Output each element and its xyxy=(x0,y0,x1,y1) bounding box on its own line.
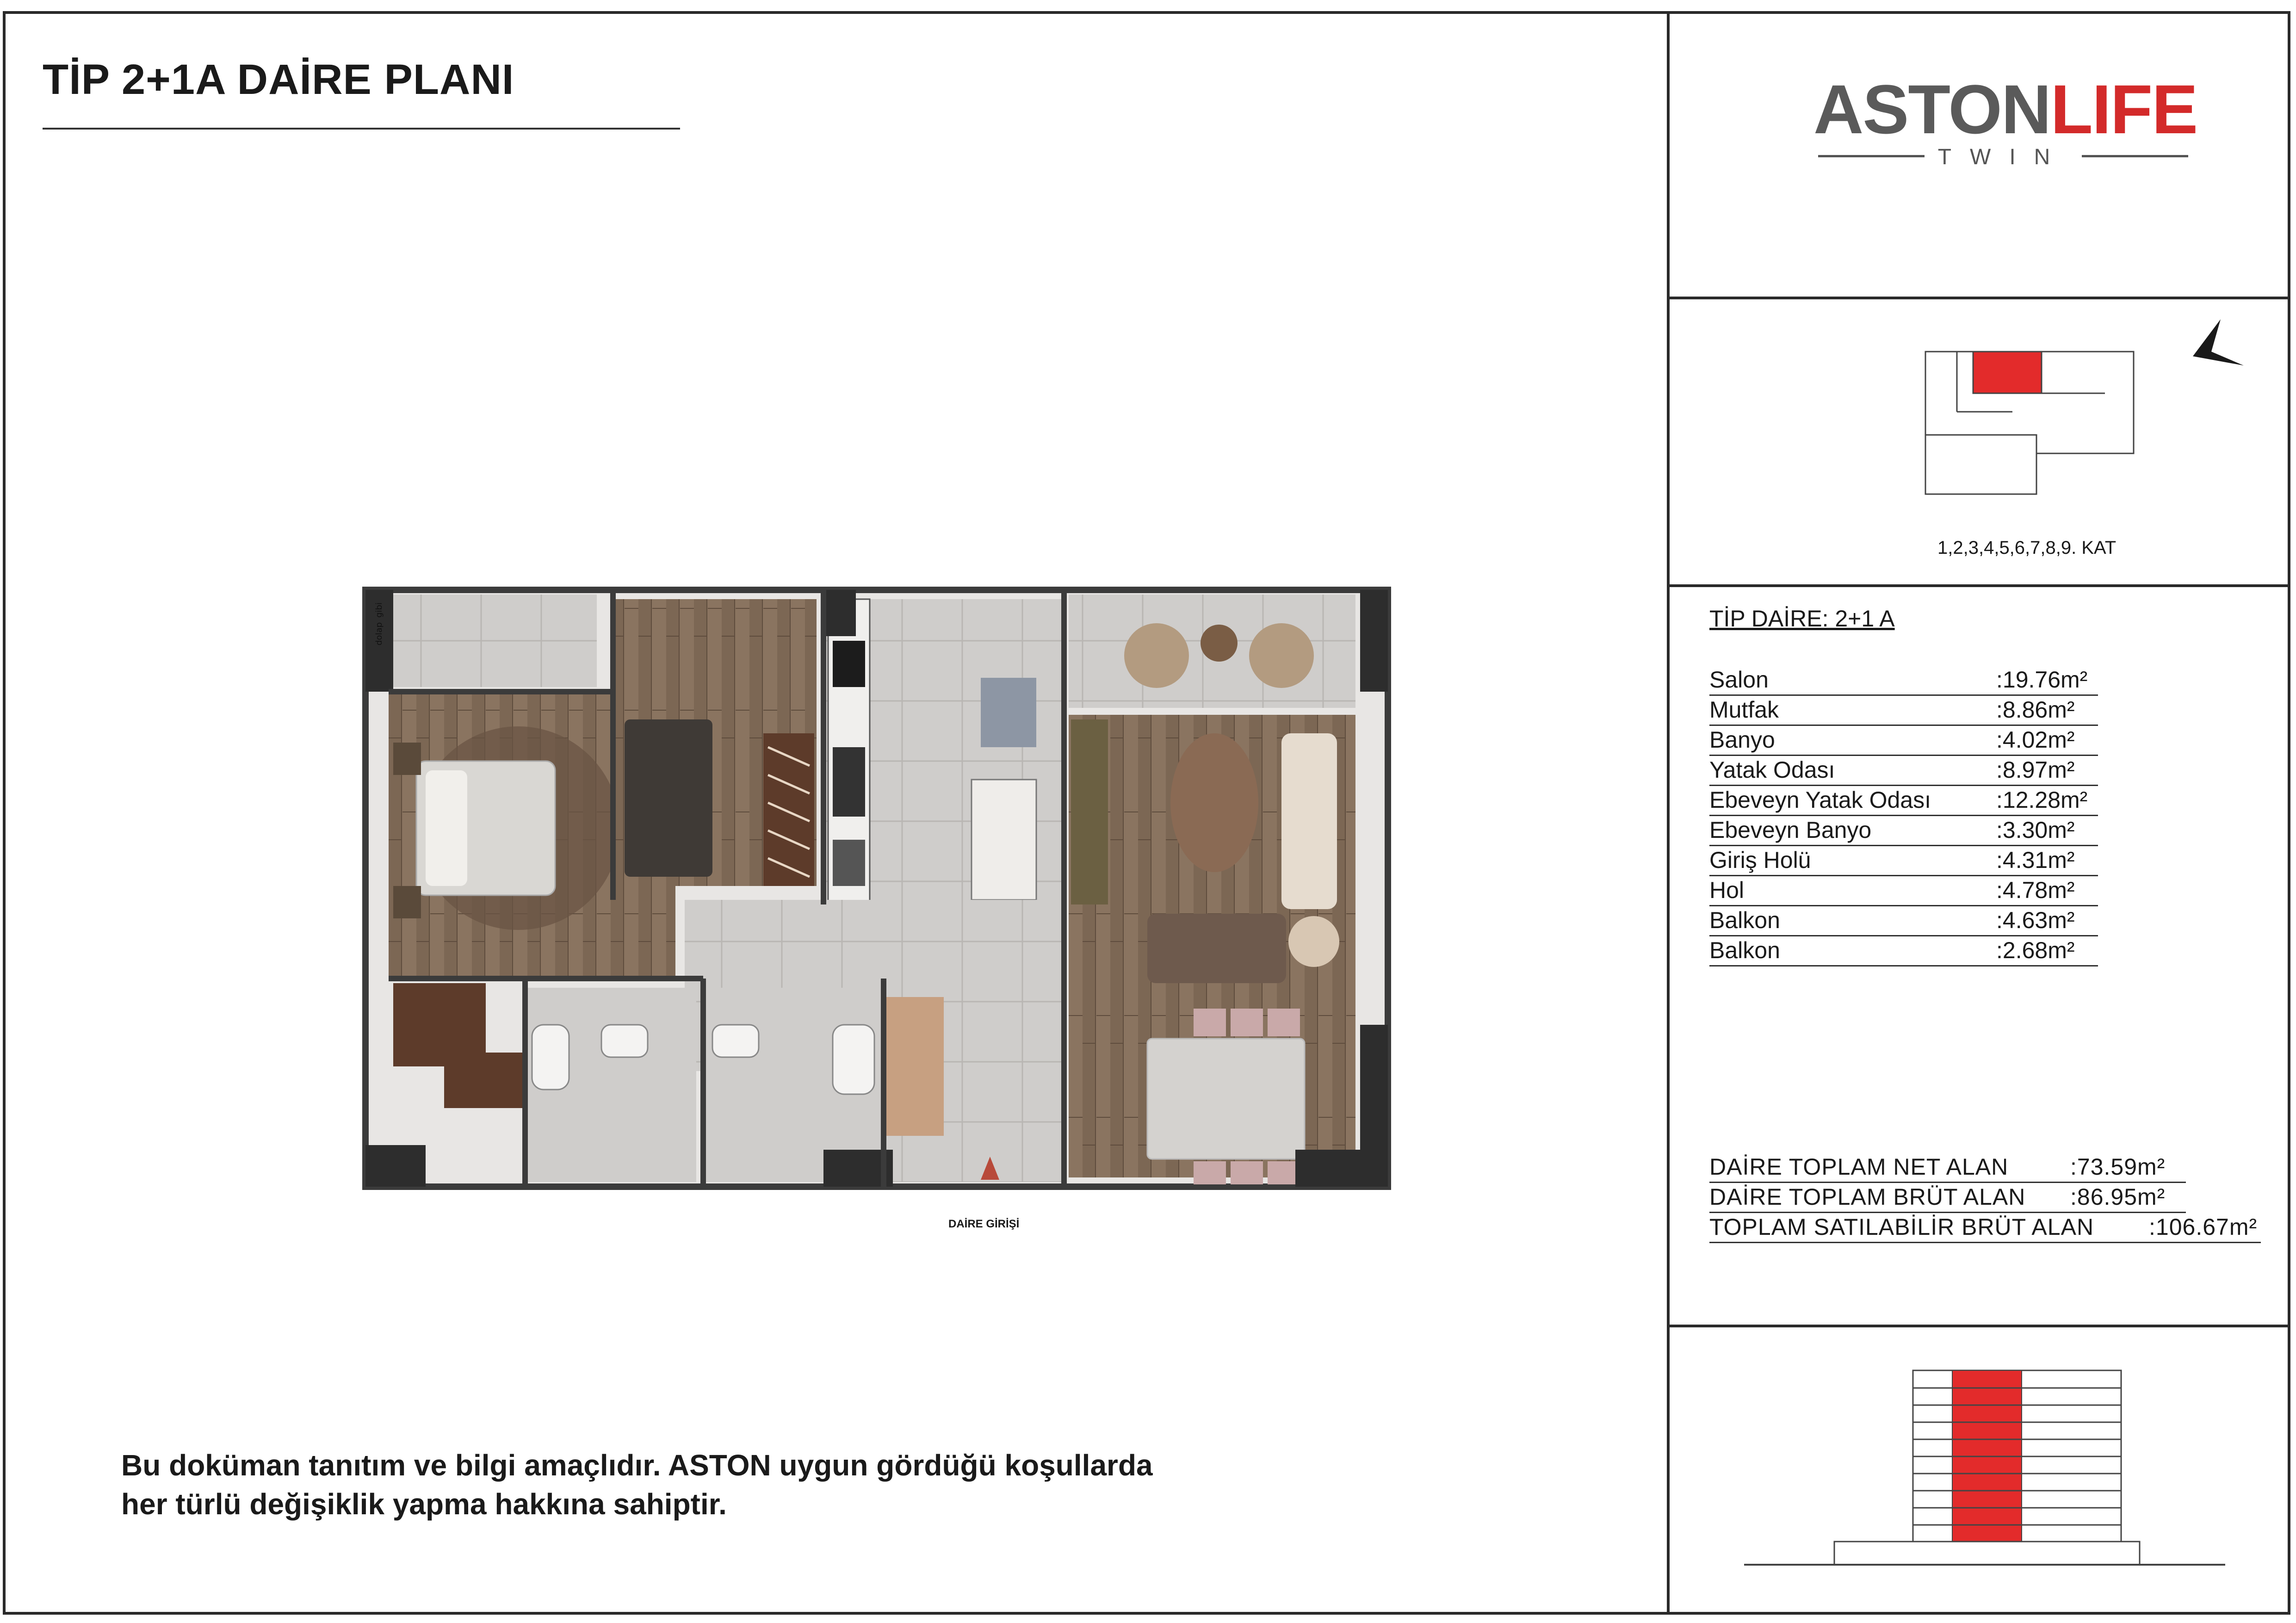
room-area: :4.63m² xyxy=(1996,907,2075,933)
room-row xyxy=(1709,785,2098,816)
key-plan xyxy=(1920,342,2151,500)
divider-keyplan xyxy=(1667,584,2290,587)
balcony-left xyxy=(393,595,597,687)
divider-logo xyxy=(1667,297,2290,299)
room-row xyxy=(1709,725,2098,756)
room-area: :8.86m² xyxy=(1996,697,2075,723)
brand-logo xyxy=(1813,69,2197,149)
room-row xyxy=(1709,815,2098,846)
label-dolap: dolap xyxy=(374,622,384,645)
coffee-table xyxy=(1170,733,1258,872)
building-elevation xyxy=(1735,1365,2244,1578)
sofa xyxy=(1281,733,1337,909)
room-area: :4.31m² xyxy=(1996,847,2075,873)
total-area: :106.67m² xyxy=(2149,1214,2258,1240)
kitchen-table xyxy=(981,678,1036,747)
room-area: :12.28m² xyxy=(1996,787,2088,813)
room-name: Mutfak xyxy=(1709,697,1779,723)
total-area: :86.95m² xyxy=(2070,1184,2166,1210)
key-plan-highlight xyxy=(1973,352,2042,393)
room-name: Balkon xyxy=(1709,937,1780,963)
room-name: Balkon xyxy=(1709,907,1780,933)
room-area: :19.76m² xyxy=(1996,667,2088,693)
room-row xyxy=(1709,845,2098,876)
room-row xyxy=(1709,935,2098,966)
room-name: Yatak Odası xyxy=(1709,757,1835,783)
room-row xyxy=(1709,875,2098,906)
total-row xyxy=(1709,1182,2186,1213)
room-area: :4.02m² xyxy=(1996,727,2075,753)
room-row xyxy=(1709,755,2098,786)
bed-single xyxy=(625,719,712,877)
room-row xyxy=(1709,905,2098,936)
room-area: :8.97m² xyxy=(1996,757,2075,783)
room-row xyxy=(1709,665,2098,696)
unit-type-label: TİP DAİRE: 2+1 A xyxy=(1709,606,1895,632)
total-name: DAİRE TOPLAM BRÜT ALAN xyxy=(1709,1184,2026,1210)
total-row xyxy=(1709,1212,2261,1243)
room-name: Ebeveyn Yatak Odası xyxy=(1709,787,1931,813)
label-gibi: gibi xyxy=(374,602,384,618)
room-name: Hol xyxy=(1709,877,1745,903)
total-row xyxy=(1709,1152,2186,1183)
dining-table xyxy=(1147,1039,1305,1159)
disclaimer-line1: Bu doküman tanıtım ve bilgi amaçlıdır. ASTON uygun gördüğü koşullarda xyxy=(121,1449,1153,1482)
room-name: Salon xyxy=(1709,667,1769,693)
disclaimer-line2: her türlü değişiklik yapma hakkına sahiptir. xyxy=(121,1487,727,1521)
room-name: Ebeveyn Banyo xyxy=(1709,817,1872,843)
armchair-sofa xyxy=(1147,914,1286,983)
room-row xyxy=(1709,695,2098,726)
room-area: :4.78m² xyxy=(1996,877,2075,903)
floor-plan xyxy=(361,581,1397,1196)
logo-subtitle: TWIN xyxy=(1937,145,2069,169)
north-arrow-icon xyxy=(2188,315,2248,370)
room-area: :3.30m² xyxy=(1996,817,2075,843)
room-area: :2.68m² xyxy=(1996,937,2075,963)
total-name: TOPLAM SATILABİLİR BRÜT ALAN xyxy=(1709,1214,2094,1240)
logo-part1: ASTON xyxy=(1813,70,2051,148)
total-name: DAİRE TOPLAM NET ALAN xyxy=(1709,1154,2009,1180)
page-title: TİP 2+1A DAİRE PLANI xyxy=(43,56,514,103)
title-underline xyxy=(43,128,680,130)
total-area: :73.59m² xyxy=(2070,1154,2166,1180)
floors-caption: 1,2,3,4,5,6,7,8,9. KAT xyxy=(1937,538,2117,558)
disclaimer xyxy=(121,1446,1324,1524)
entrance-label: DAİRE GİRİŞİ xyxy=(948,1218,1020,1230)
divider-areas xyxy=(1667,1325,2290,1327)
divider-vertical xyxy=(1667,11,1670,1615)
room-name: Banyo xyxy=(1709,727,1775,753)
logo-part2: LIFE xyxy=(2050,70,2197,148)
room-name: Giriş Holü xyxy=(1709,847,1811,873)
